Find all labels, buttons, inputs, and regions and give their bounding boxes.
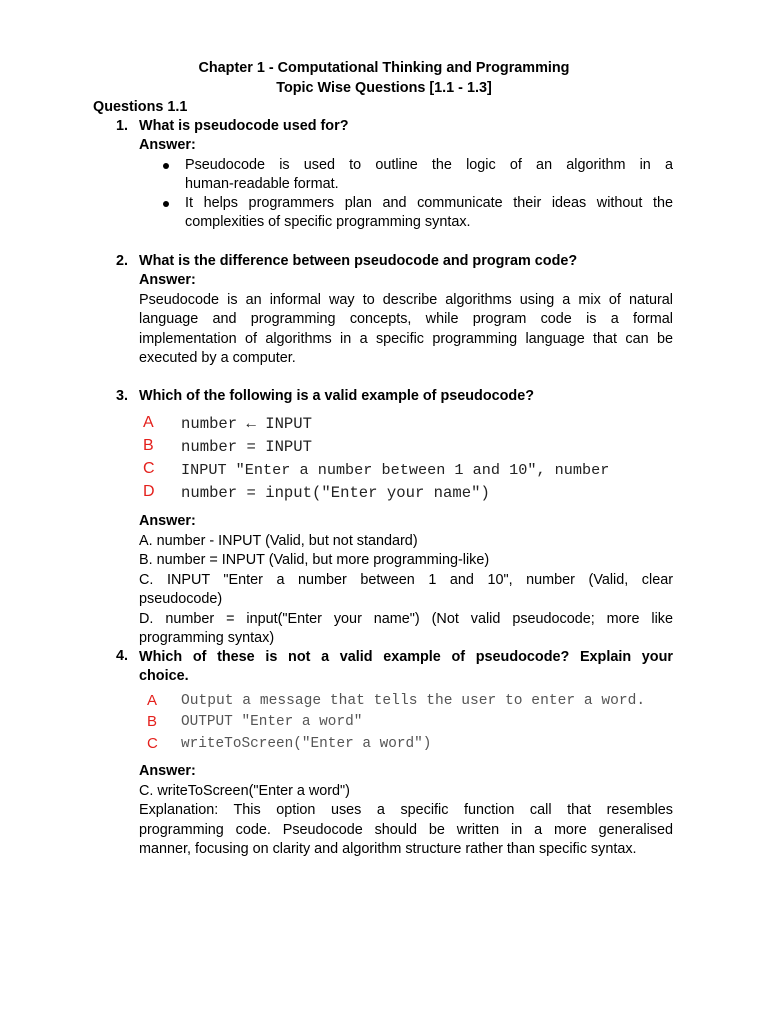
q1-bullet-2 [185, 194, 673, 233]
q3-number: 3. [116, 388, 129, 404]
q2-answer-line: language and programming concepts, while program code is a formal [139, 311, 673, 328]
q2-number: 2. [116, 253, 129, 269]
q4-option-c-code: writeToScreen("Enter a word") [181, 736, 432, 752]
bullet-icon [163, 201, 169, 207]
chapter-title: Chapter 1 - Computational Thinking and Programming [198, 60, 570, 76]
q4-text [139, 648, 673, 687]
q2-answer-line: implementation of algorithms in a specific programming language that can be [139, 330, 673, 347]
q4-text-line: Which of these is not a valid example of pseudocode? Explain your [139, 649, 673, 665]
q3-option-a-code: number ← INPUT [181, 415, 313, 433]
q2-answer-label: Answer: [139, 272, 196, 288]
q1-text: What is pseudocode used for? [139, 118, 349, 134]
q3-answer-label: Answer: [139, 513, 196, 529]
q4-answer-line: manner, focusing on clarity and algorithm structure rather than specific syntax. [139, 841, 637, 858]
q1-number: 1. [116, 118, 129, 134]
q2-answer-line: Pseudocode is an informal way to describe algorithms using a mix of natural [139, 292, 673, 308]
q1-bullet-2-line-1: It helps programmers plan and communicate their ideas without the [185, 195, 673, 211]
q4-number: 4. [116, 648, 129, 664]
q4-option-a-code: Output a message that tells the user to enter a word. [181, 693, 646, 709]
q1-bullet-1-line-1: Pseudocode is used to outline the logic of an algorithm in a [185, 157, 673, 173]
q3-text: Which of the following is a valid example of pseudocode? [139, 388, 534, 404]
q3-option-c-code: INPUT "Enter a number between 1 and 10", number [181, 461, 610, 479]
q3-answer-line: A. number - INPUT (Valid, but not standard) [139, 533, 418, 549]
q1-bullet-1-line-2: human-readable format. [185, 176, 339, 193]
q3-option-c-letter: C [143, 460, 155, 477]
q4-answer-line: C. writeToScreen("Enter a word") [139, 783, 350, 799]
q4-answer-line: programming code. Pseudocode should be written in a more generalised [139, 821, 673, 838]
bullet-icon [163, 163, 169, 169]
q3-option-d-code: number = input("Enter your name") [181, 484, 490, 502]
q1-bullet-1 [185, 156, 673, 195]
q3-option-b-letter: B [143, 437, 154, 454]
q3-option-d-letter: D [143, 483, 155, 500]
q3-answer-line: pseudocode) [139, 591, 223, 608]
topic-title: Topic Wise Questions [1.1 - 1.3] [276, 80, 492, 96]
q2-text: What is the difference between pseudocode and program code? [139, 253, 578, 269]
q1-bullet-2-line-2: complexities of specific programming syntax. [185, 214, 471, 231]
q4-text-line: choice. [139, 668, 189, 685]
q3-answer-line: D. number = input("Enter your name") (Not valid pseudocode; more like [139, 610, 673, 627]
q1-answer-label: Answer: [139, 137, 196, 153]
q4-answer [139, 782, 673, 860]
q2-answer-line: executed by a computer. [139, 350, 296, 367]
q3-answer [139, 532, 673, 648]
q3-answer-line: B. number = INPUT (Valid, but more programming-like) [139, 552, 490, 569]
q3-answer-line: C. INPUT "Enter a number between 1 and 10", number (Valid, clear [139, 571, 673, 588]
q4-option-b-code: OUTPUT "Enter a word" [181, 714, 363, 730]
q3-option-b-code: number = INPUT [181, 438, 313, 456]
q4-answer-label: Answer: [139, 763, 196, 779]
q4-option-c-letter: C [147, 735, 158, 752]
q4-option-a-letter: A [147, 692, 158, 709]
q4-answer-line: Explanation: This option uses a specific function call that resembles [139, 802, 673, 819]
q3-option-a-letter: A [143, 414, 154, 431]
section-title: Questions 1.1 [93, 99, 188, 115]
q3-answer-line: programming syntax) [139, 629, 275, 646]
q4-option-b-letter: B [147, 713, 158, 730]
q2-answer [139, 291, 673, 369]
